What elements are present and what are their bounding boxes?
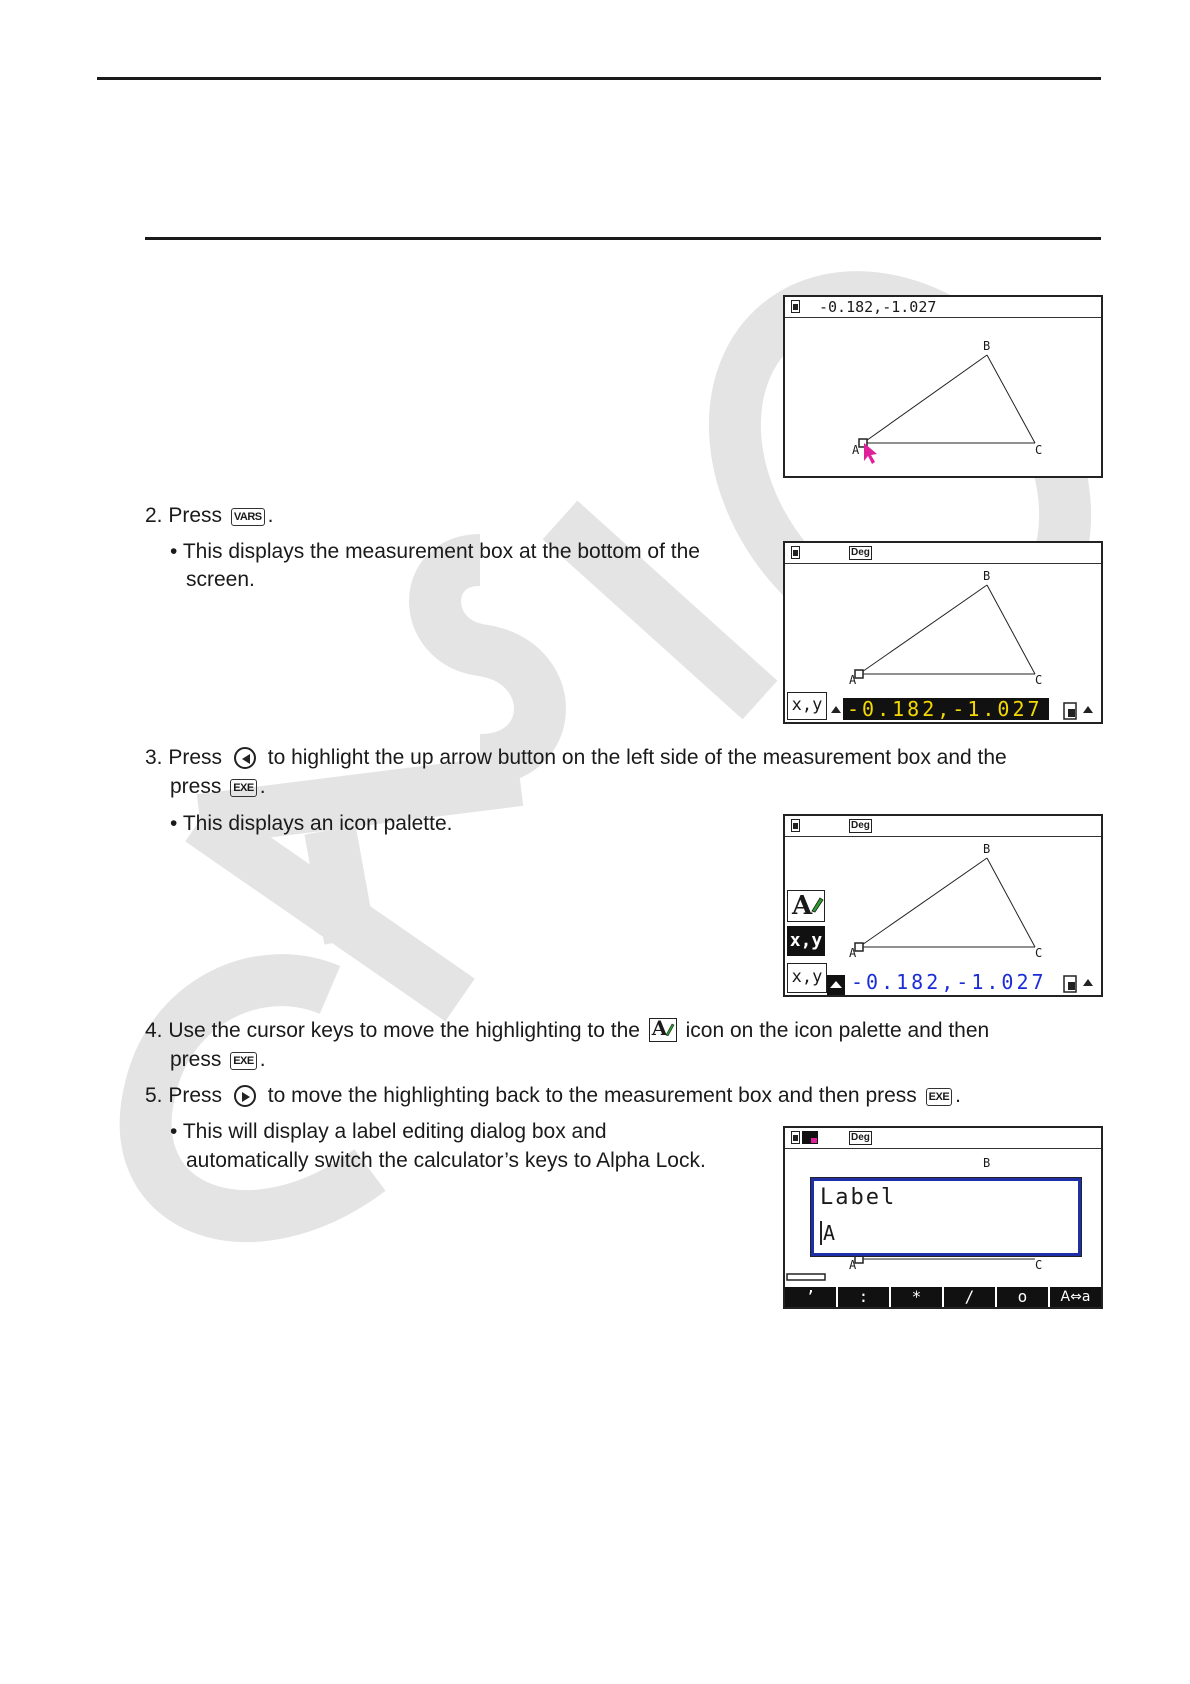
exe-key-icon: EXE (230, 779, 257, 797)
step-punct: . (267, 504, 274, 527)
point-label-b: B (983, 842, 991, 856)
bullet-text: This displays the measurement box at the bottom of the (182, 540, 700, 563)
exe-key-icon: EXE (230, 1052, 257, 1070)
fkey-6[interactable]: A⇔a (1050, 1287, 1101, 1307)
point-label-a: A (849, 1258, 857, 1272)
bullet-2 (170, 538, 700, 566)
bullet-3 (170, 810, 452, 838)
fkey-3[interactable]: * (891, 1287, 942, 1307)
palette-xy-icon[interactable]: x,y (787, 926, 825, 956)
step-text-2: icon on the icon palette and then (685, 1019, 990, 1042)
step-text-2: to highlight the up arrow button on the left side of the measurement box and the (267, 746, 1007, 769)
measurement-tab[interactable]: x,y (787, 692, 827, 720)
point-label-a: A (849, 946, 857, 960)
bullet-2-line2: screen. (186, 568, 255, 591)
step-5 (145, 1082, 961, 1110)
step-number: 4. (145, 1019, 163, 1042)
palette-label-icon[interactable] (787, 890, 825, 922)
step-number: 3. (145, 746, 163, 769)
fkey-5[interactable]: o (997, 1287, 1048, 1307)
bullet-mark: • (170, 812, 178, 835)
step-text: Press (168, 1084, 223, 1107)
step-2 (145, 502, 273, 530)
fkey-1[interactable]: ’ (785, 1287, 836, 1307)
step-punct: . (259, 775, 266, 798)
icon-glyph: A (651, 1016, 668, 1040)
dialog-title: Label (820, 1185, 897, 1210)
fkey-2[interactable]: : (838, 1287, 889, 1307)
step-text: press (170, 775, 222, 798)
pencil-icon (810, 895, 824, 913)
bullet-mark: • (170, 1120, 178, 1143)
point-label-a: A (852, 443, 860, 457)
point-label-c: C (1035, 673, 1043, 687)
step-3 (145, 744, 1007, 772)
label-dialog (811, 1178, 1081, 1256)
degree-mode-badge: Deg (851, 1132, 870, 1143)
label-edit-icon (649, 1018, 677, 1042)
bullet-text: This displays an icon palette. (182, 812, 453, 835)
step-text: Use the cursor keys to move the highlighting to the (168, 1019, 640, 1042)
bullet-text: This will display a label editing dialog box and (182, 1120, 607, 1143)
step-punct: . (955, 1084, 961, 1107)
measurement-value[interactable]: -0.182,-1.027 (847, 971, 1055, 993)
step-text: Press (168, 504, 223, 527)
top-rule (97, 77, 1101, 80)
bullet-mark: • (170, 540, 178, 563)
coordinate-readout: -0.182,-1.027 (819, 298, 937, 316)
degree-mode-badge: Deg (851, 820, 870, 831)
step-number: 2. (145, 504, 163, 527)
point-label-b: B (983, 1156, 991, 1170)
label-input[interactable]: A (820, 1221, 835, 1245)
step-3-line2 (170, 773, 266, 801)
point-label-c: C (1035, 1258, 1043, 1272)
bullet-5-line2: automatically switch the calculator’s keys to Alpha Lock. (186, 1149, 706, 1172)
bullet-5 (170, 1118, 607, 1146)
degree-mode-badge: Deg (851, 547, 870, 558)
point-label-a: A (849, 673, 857, 687)
cursor-pointer-icon (864, 443, 877, 464)
fkey-4[interactable]: / (944, 1287, 995, 1307)
left-arrow-key-icon (234, 747, 256, 769)
point-label-c: C (1035, 443, 1043, 457)
step-text-2: to move the highlighting back to the measurement box and then press (267, 1084, 917, 1107)
exe-key-icon: EXE (926, 1088, 953, 1106)
measurement-tab[interactable]: x,y (787, 963, 827, 993)
step-number: 5. (145, 1084, 163, 1107)
calculator-screen-3 (783, 814, 1103, 997)
point-label-c: C (1035, 946, 1043, 960)
step-text: press (170, 1048, 222, 1071)
triangle-figure (785, 297, 1103, 478)
point-label-b: B (983, 339, 991, 353)
calculator-screen-4 (783, 1126, 1103, 1309)
calculator-screen-2 (783, 541, 1103, 724)
step-4 (145, 1017, 989, 1045)
point-label-b: B (983, 569, 991, 583)
measurement-value[interactable]: -0.182,-1.027 (843, 698, 1049, 720)
step-4-line2 (170, 1046, 266, 1074)
section-rule (145, 237, 1101, 240)
step-text: Press (168, 746, 223, 769)
label-icon-letter: A (792, 891, 813, 921)
right-arrow-key-icon (234, 1085, 256, 1107)
vars-key-icon: VARS (231, 508, 265, 526)
calculator-screen-1 (783, 295, 1103, 478)
step-punct: . (259, 1048, 266, 1071)
function-key-bar (785, 1287, 1101, 1307)
